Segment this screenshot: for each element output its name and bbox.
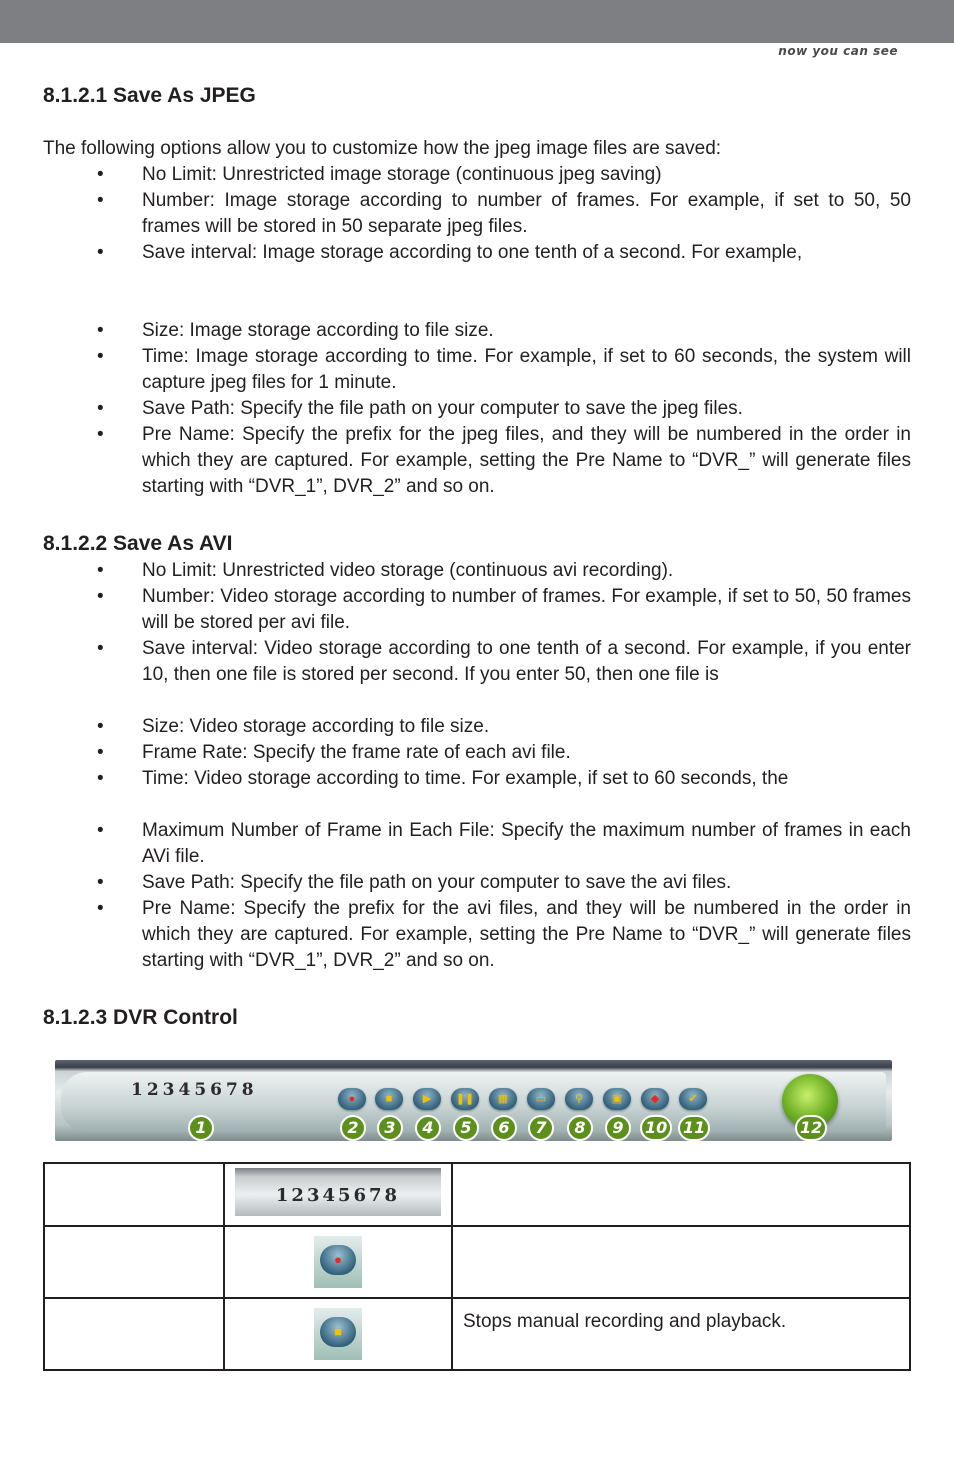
table-cell bbox=[44, 1163, 224, 1226]
list-item: • Frame Rate: Specify the frame rate of each avi file. bbox=[97, 742, 571, 763]
play-button[interactable] bbox=[413, 1088, 441, 1110]
camera-icon: ▣ bbox=[611, 1093, 623, 1105]
screen-icon: ▭ bbox=[535, 1093, 547, 1105]
avi-options-list bbox=[43, 558, 911, 974]
record-icon: ● bbox=[334, 1252, 342, 1267]
table-cell bbox=[224, 1226, 452, 1298]
list-item: • Save interval: Video storage according to one tenth of a second. For example, if you enter 10, then one file is stored per second. If you enter 50, then one file is bbox=[97, 638, 911, 685]
table-row bbox=[44, 1163, 910, 1226]
record-button[interactable] bbox=[338, 1088, 366, 1110]
search-icon: ⚲ bbox=[574, 1093, 584, 1105]
callout-badge: 10 bbox=[640, 1115, 672, 1141]
callout-badge: 9 bbox=[605, 1115, 631, 1141]
brand-tagline: now you can see bbox=[778, 44, 898, 58]
dvr-control-table bbox=[43, 1162, 911, 1371]
table-cell bbox=[224, 1298, 452, 1370]
section-heading-jpeg: 8.1.2.1 Save As JPEG bbox=[43, 84, 256, 107]
section-heading-dvr: 8.1.2.3 DVR Control bbox=[43, 1006, 238, 1029]
grid-icon: ▦ bbox=[497, 1093, 509, 1105]
list-item: • No Limit: Unrestricted video storage (continuous avi recording). bbox=[97, 560, 674, 581]
list-item: • Size: Image storage according to file size. bbox=[97, 320, 494, 341]
table-cell bbox=[452, 1226, 910, 1298]
callout-badge: 5 bbox=[453, 1115, 479, 1141]
stop-description: Stops manual recording and playback. bbox=[452, 1298, 910, 1370]
record-icon: ● bbox=[348, 1093, 356, 1105]
dvr-control-bar bbox=[55, 1060, 892, 1141]
list-item: • Time: Video storage according to time. For example, if set to 60 seconds, the bbox=[97, 768, 789, 789]
alarm-button[interactable] bbox=[641, 1088, 669, 1110]
search-button[interactable] bbox=[565, 1088, 593, 1110]
jpeg-intro: The following options allow you to customize how the jpeg image files are saved: bbox=[43, 138, 722, 159]
pause-button[interactable] bbox=[451, 1088, 479, 1110]
grid-button[interactable] bbox=[489, 1088, 517, 1110]
snapshot-button[interactable] bbox=[603, 1088, 631, 1110]
callout-badge: 7 bbox=[528, 1115, 554, 1141]
callout-badge: 3 bbox=[377, 1115, 403, 1141]
section-heading-avi: 8.1.2.2 Save As AVI bbox=[43, 532, 233, 555]
list-item: • Save Path: Specify the file path on your computer to save the avi files. bbox=[97, 872, 732, 893]
callout-badge: 6 bbox=[491, 1115, 517, 1141]
play-icon: ▶ bbox=[422, 1093, 432, 1105]
callout-badge: 8 bbox=[567, 1115, 593, 1141]
stop-icon: ■ bbox=[334, 1324, 342, 1339]
table-row bbox=[44, 1226, 910, 1298]
list-item: • Size: Video storage according to file size. bbox=[97, 716, 490, 737]
list-item: • Number: Image storage according to number of frames. For example, if set to 50, 50 frames will be stored in 50 separate jpeg files. bbox=[97, 190, 911, 237]
table-cell bbox=[44, 1298, 224, 1370]
record-button-image bbox=[314, 1236, 362, 1288]
list-item: • Pre Name: Specify the prefix for the jpeg files, and they will be numbered in the order in which they are captured. For example, setting the Pre Name to “DVR_” will generate files starting with “DVR_1”, DVR_2” and so on. bbox=[97, 424, 911, 497]
table-cell bbox=[44, 1226, 224, 1298]
stop-button-image bbox=[314, 1308, 362, 1360]
alarm-icon: ◆ bbox=[650, 1093, 660, 1105]
table-cell bbox=[452, 1163, 910, 1226]
callout-badge: 1 bbox=[188, 1115, 214, 1141]
check-icon: ✔ bbox=[688, 1093, 698, 1105]
table-row bbox=[44, 1298, 910, 1370]
callout-badge: 12 bbox=[795, 1115, 827, 1141]
callout-badge: 4 bbox=[415, 1115, 441, 1141]
channel-strip-image: 12345678 bbox=[235, 1168, 441, 1216]
channel-number-strip[interactable]: 12345678 bbox=[131, 1080, 258, 1100]
jpeg-options-list bbox=[43, 162, 911, 500]
confirm-button[interactable] bbox=[679, 1088, 707, 1110]
list-item: • Save interval: Image storage according to one tenth of a second. For example, bbox=[97, 242, 803, 263]
list-item: • Maximum Number of Frame in Each File: Specify the maximum number of frames in each AVi file. bbox=[97, 820, 911, 867]
list-item: • No Limit: Unrestricted image storage (continuous jpeg saving) bbox=[97, 164, 662, 185]
stop-button[interactable] bbox=[375, 1088, 403, 1110]
list-item: • Pre Name: Specify the prefix for the avi files, and they will be numbered in the order in which they are captured. For example, setting the Pre Name to “DVR_” will generate files starting with “DVR_1”, DVR_2” and so on. bbox=[97, 898, 911, 971]
list-item: • Save Path: Specify the file path on your computer to save the jpeg files. bbox=[97, 398, 743, 419]
table-cell bbox=[224, 1163, 452, 1226]
callout-badge: 2 bbox=[340, 1115, 366, 1141]
stop-icon: ■ bbox=[385, 1093, 393, 1105]
header-bar bbox=[0, 0, 954, 43]
fullscreen-button[interactable] bbox=[527, 1088, 555, 1110]
list-item: • Number: Video storage according to number of frames. For example, if set to 50, 50 frames will be stored per avi file. bbox=[97, 586, 911, 633]
list-item: • Time: Image storage according to time. For example, if set to 60 seconds, the system will capture jpeg files for 1 minute. bbox=[97, 346, 911, 393]
callout-badge: 11 bbox=[678, 1115, 710, 1141]
pause-icon: ❚❚ bbox=[455, 1093, 475, 1105]
